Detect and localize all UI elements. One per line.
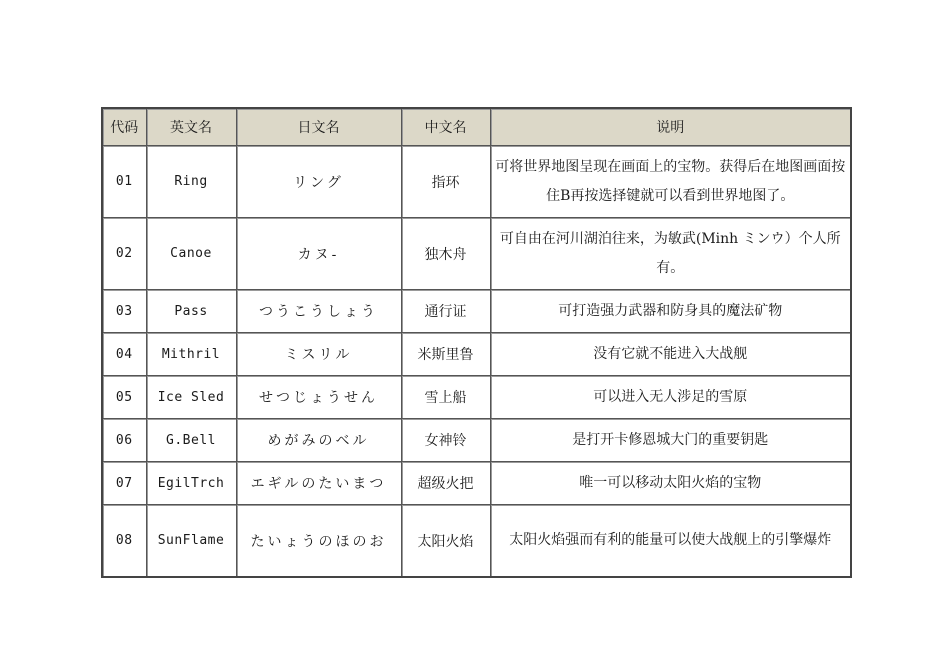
- cell-description: 太阳火焰强而有利的能量可以使大战舰上的引擎爆炸: [490, 505, 851, 578]
- cell-chinese-name: 米斯里鲁: [401, 333, 490, 376]
- cell-chinese-name: 女神铃: [401, 419, 490, 462]
- cell-english-name: Ice Sled: [146, 376, 236, 419]
- cell-japanese-name: つうこうしょう: [236, 290, 401, 333]
- cell-english-name: Ring: [146, 146, 236, 218]
- table-row: [102, 462, 851, 505]
- cell-chinese-name: 通行证: [401, 290, 490, 333]
- cell-japanese-name: リング: [236, 146, 401, 218]
- cell-description: 没有它就不能进入大战舰: [490, 333, 851, 376]
- cell-japanese-name: たいょうのほのお: [236, 505, 401, 578]
- cell-chinese-name: 指环: [401, 146, 490, 218]
- cell-chinese-name: 雪上船: [401, 376, 490, 419]
- cell-japanese-name: せつじょうせん: [236, 376, 401, 419]
- cell-description: 可打造强力武器和防身具的魔法矿物: [490, 290, 851, 333]
- cell-description: 唯一可以移动太阳火焰的宝物: [490, 462, 851, 505]
- cell-code: 06: [102, 419, 146, 462]
- cell-description: 可将世界地图呈现在画面上的宝物。获得后在地图画面按住B再按选择键就可以看到世界地图了。: [490, 146, 851, 218]
- cell-chinese-name: 超级火把: [401, 462, 490, 505]
- cell-code: 03: [102, 290, 146, 333]
- cell-japanese-name: カヌ-: [236, 218, 401, 290]
- cell-japanese-name: めがみのベル: [236, 419, 401, 462]
- cell-chinese-name: 独木舟: [401, 218, 490, 290]
- cell-english-name: EgilTrch: [146, 462, 236, 505]
- table-row: [102, 376, 851, 419]
- cell-english-name: Mithril: [146, 333, 236, 376]
- cell-japanese-name: ミスリル: [236, 333, 401, 376]
- table-header-row: [102, 108, 851, 146]
- header-japanese-name: 日文名: [236, 108, 401, 146]
- cell-code: 05: [102, 376, 146, 419]
- table-row: [102, 218, 851, 290]
- cell-english-name: Pass: [146, 290, 236, 333]
- cell-chinese-name: 太阳火焰: [401, 505, 490, 578]
- cell-code: 02: [102, 218, 146, 290]
- key-items-table: [101, 107, 852, 578]
- cell-code: 08: [102, 505, 146, 578]
- header-english-name: 英文名: [146, 108, 236, 146]
- table-row: [102, 419, 851, 462]
- cell-english-name: SunFlame: [146, 505, 236, 578]
- cell-english-name: G.Bell: [146, 419, 236, 462]
- cell-code: 07: [102, 462, 146, 505]
- cell-code: 04: [102, 333, 146, 376]
- table-row: [102, 505, 851, 578]
- cell-description: 是打开卡修恩城大门的重要钥匙: [490, 419, 851, 462]
- cell-japanese-name: エギルのたいまつ: [236, 462, 401, 505]
- table-row: [102, 333, 851, 376]
- header-code: 代码: [102, 108, 146, 146]
- table-row: [102, 146, 851, 218]
- header-description: 说明: [490, 108, 851, 146]
- cell-description: 可以进入无人涉足的雪原: [490, 376, 851, 419]
- cell-code: 01: [102, 146, 146, 218]
- table-row: [102, 290, 851, 333]
- cell-english-name: Canoe: [146, 218, 236, 290]
- cell-description: 可自由在河川湖泊往来，为敏武(Minh ミンウ）个人所有。: [490, 218, 851, 290]
- header-chinese-name: 中文名: [401, 108, 490, 146]
